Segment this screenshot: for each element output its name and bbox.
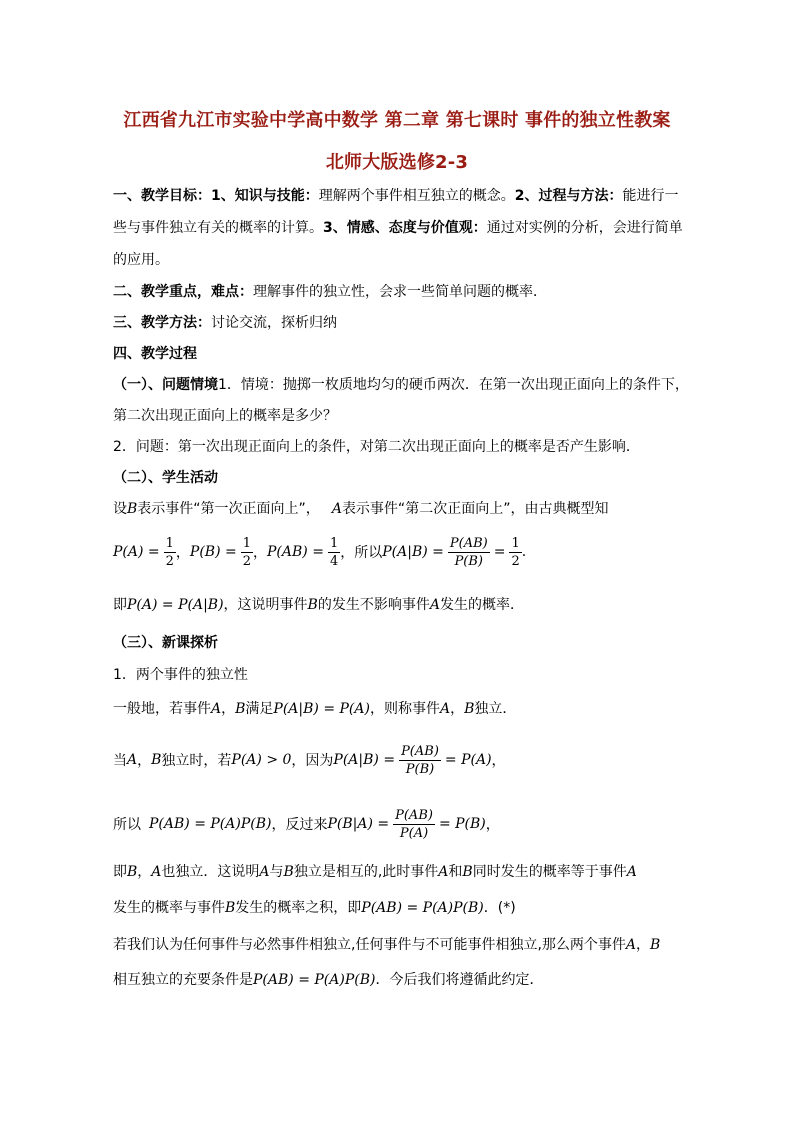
goal-1-label: 1、知识与技能： [211, 188, 319, 204]
text-fragment: ，因为 [291, 753, 334, 769]
text-fragment: 所以 [113, 817, 141, 833]
text-fragment: ， [137, 753, 152, 769]
goal-2-text-cont: 些与事件独立有关的概率的计算。 [113, 220, 323, 236]
sec1-text-1: 1．情境：抛掷一枚质地均匀的硬币两次．在第一次出现正面向上的条件下， [218, 377, 689, 393]
text-fragment: 发生的概率与事件 [113, 900, 225, 916]
math-var-b: B [462, 864, 473, 880]
text-fragment: ．(*) [483, 900, 516, 916]
math-expr: = P(B) [438, 816, 486, 832]
frac-denominator: 2 [511, 553, 520, 569]
frac-numerator: P(AB) [401, 743, 439, 759]
text-fragment: 独立是相互的,此时事件 [293, 864, 439, 880]
text-fragment: . [521, 544, 527, 560]
math-expr: P(A|B) = [382, 544, 444, 560]
goals-line-1 [113, 186, 688, 206]
math-expr: = P(A) [444, 752, 492, 768]
goal-3-text-cont: 的应用。 [113, 252, 169, 268]
text-fragment: 一般地，若事件 [113, 701, 211, 717]
fraction-half [241, 535, 253, 570]
fraction-conditional [393, 807, 435, 842]
text-fragment: 也独立．这说明 [161, 864, 260, 880]
math-expr: P(AB) = [267, 544, 324, 560]
text-fragment: 设 [113, 501, 127, 517]
text-fragment: ， [340, 545, 355, 561]
text-fragment: ，反过来 [271, 817, 328, 833]
process-heading: 四、教学过程 [113, 346, 197, 362]
text-fragment: 即 [113, 597, 127, 613]
keypoints-heading: 二、教学重点，难点： [113, 284, 253, 300]
math-expr: P(AB) = P(A)P(B) [149, 816, 272, 832]
goal-2-label: 2、过程与方法： [514, 188, 623, 204]
math-var-b: B [307, 597, 318, 613]
frac-numerator: P(AB) [449, 535, 488, 551]
goal-1-text: 理解两个事件相互独立的概念。 [318, 188, 515, 204]
frac-numerator: 1 [242, 535, 252, 551]
text-fragment: 表示事件“第一次正面向上”， [137, 501, 320, 517]
text-fragment: ， [450, 701, 465, 717]
text-fragment: ， [636, 937, 651, 953]
math-var-b: B [464, 701, 475, 717]
text-fragment: 即 [113, 864, 127, 880]
math-expr: P(AB) = P(A)P(B) [361, 900, 484, 916]
text-fragment: ， [221, 701, 236, 717]
frac-numerator: 1 [511, 535, 520, 551]
text-fragment: ，则称事件 [369, 701, 440, 717]
math-var-b: B [283, 864, 294, 880]
conclusion-line-2 [113, 898, 688, 918]
goals-heading: 一、教学目标： [113, 188, 211, 204]
sec2-equation-row [113, 527, 526, 577]
derivation-line-1 [113, 735, 506, 785]
math-var-b: B [235, 701, 246, 717]
math-var-a: A [626, 864, 637, 880]
derivation-line-2 [113, 799, 500, 849]
math-var-a: A [429, 597, 440, 613]
convention-line-1 [113, 935, 688, 955]
sec2-heading: （二）、学生活动 [113, 470, 218, 486]
math-var-b: B [225, 900, 236, 916]
math-var-b: B [127, 501, 138, 517]
goals-line-2 [113, 218, 688, 238]
text-fragment: 与 [269, 864, 284, 880]
text-fragment: 和 [448, 864, 463, 880]
fraction-half [164, 535, 176, 570]
text-fragment: 的发生不影响事件 [317, 597, 430, 613]
sec3-heading: （三）、新课探析 [113, 635, 218, 651]
sec2-line-1 [113, 499, 688, 519]
math-var-a: A [625, 937, 637, 953]
document-title: 江西省九江市实验中学高中数学 第二章 第七课时 事件的独立性教案 [123, 110, 671, 131]
text-fragment: 同时发生的概率等于事件 [472, 864, 627, 880]
text-fragment: 当 [113, 753, 127, 769]
math-expr: P(B|A) = [327, 816, 390, 832]
frac-denominator: P(B) [454, 553, 484, 569]
math-var-a: A [259, 864, 270, 880]
math-expr: P(A) = P(A|B) [127, 597, 224, 613]
math-expr: P(A|B) = P(A) [273, 701, 370, 717]
fraction-conditional [448, 535, 490, 570]
methods-heading: 三、教学方法： [113, 315, 211, 331]
goals-line-3 [113, 250, 688, 270]
frac-denominator: P(A) [399, 825, 429, 841]
convention-line-2 [113, 970, 688, 990]
sec3-subheading: 1．两个事件的独立性 [113, 667, 248, 683]
text-fragment: ，这说明事件 [223, 597, 308, 613]
frac-numerator: 1 [165, 535, 174, 551]
math-var-b: B [151, 752, 162, 768]
text-fragment: 发生的概率之积，即 [235, 900, 362, 916]
sec1-text-3: 2．问题：第一次出现正面向上的条件，对第二次出现正面向上的概率是否产生影响． [113, 439, 640, 455]
fraction-conditional [399, 743, 441, 778]
math-var-a: A [151, 864, 162, 880]
sec1-line-1 [113, 375, 688, 395]
text-fragment: ， [175, 545, 190, 561]
text-fragment: 独立时，若 [161, 753, 232, 769]
math-var-b: B [650, 937, 661, 953]
frac-denominator: 2 [165, 553, 174, 569]
math-expr: P(A|B) = [333, 752, 396, 768]
text-fragment: 独立． [474, 701, 517, 717]
math-expr: = [493, 544, 506, 560]
text-fragment: 相互独立的充要条件是 [113, 972, 253, 988]
math-var-a: A [127, 752, 138, 768]
text-fragment: ．今后我们将遵循此约定． [375, 972, 544, 988]
frac-denominator: 4 [329, 553, 339, 569]
sec1-heading: （一）、问题情境 [113, 377, 218, 393]
methods-text: 讨论交流，探析归纳 [211, 315, 337, 331]
text-fragment: ， [485, 817, 500, 833]
math-expr: P(A) = [113, 544, 160, 560]
text-fragment: 若我们认为任何事件与必然事件相独立,任何事件与不可能事件相独立,那么两个事件 [113, 937, 626, 953]
math-expr: P(B) = [189, 544, 237, 560]
document-subtitle: 北师大版选修2-3 [325, 152, 469, 173]
math-expr: P(A) > 0 [231, 752, 292, 768]
methods-line [113, 313, 688, 333]
sec1-text-2: 第二次出现正面向上的概率是多少？ [113, 408, 337, 424]
text-fragment: 满足 [245, 701, 274, 717]
fraction-half [509, 535, 521, 570]
goal-3-text: 通过对实例的分析，会进行简单 [486, 220, 683, 236]
text-fragment: 发生的概率． [439, 597, 524, 613]
frac-numerator: P(AB) [395, 807, 433, 823]
keypoints-text: 理解事件的独立性，会求一些简单问题的概率． [253, 284, 547, 300]
sec2-line-3 [113, 595, 688, 615]
math-var-a: A [211, 701, 222, 717]
frac-numerator: 1 [329, 535, 339, 551]
goal-2-text: 能进行一 [622, 188, 679, 204]
text-fragment: 表示事件“第二次正面向上”，由古典概型知 [341, 501, 609, 517]
text-fragment: 所以 [354, 545, 383, 561]
keypoints-line [113, 282, 688, 302]
math-expr: P(AB) = P(A)P(B) [253, 972, 376, 988]
math-var-a: A [439, 701, 451, 717]
text-fragment: ， [137, 864, 152, 880]
math-var-b: B [127, 864, 138, 880]
frac-denominator: P(B) [405, 761, 435, 777]
goal-3-label: 3、情感、态度与价值观： [323, 220, 487, 236]
conclusion-line-1 [113, 862, 688, 882]
definition-line [113, 699, 688, 719]
frac-denominator: 2 [242, 553, 252, 569]
fraction-quarter [328, 535, 340, 570]
text-fragment: ， [491, 753, 506, 769]
text-fragment: ， [253, 545, 268, 561]
math-var-a: A [438, 864, 449, 880]
math-var-a: A [331, 501, 342, 517]
